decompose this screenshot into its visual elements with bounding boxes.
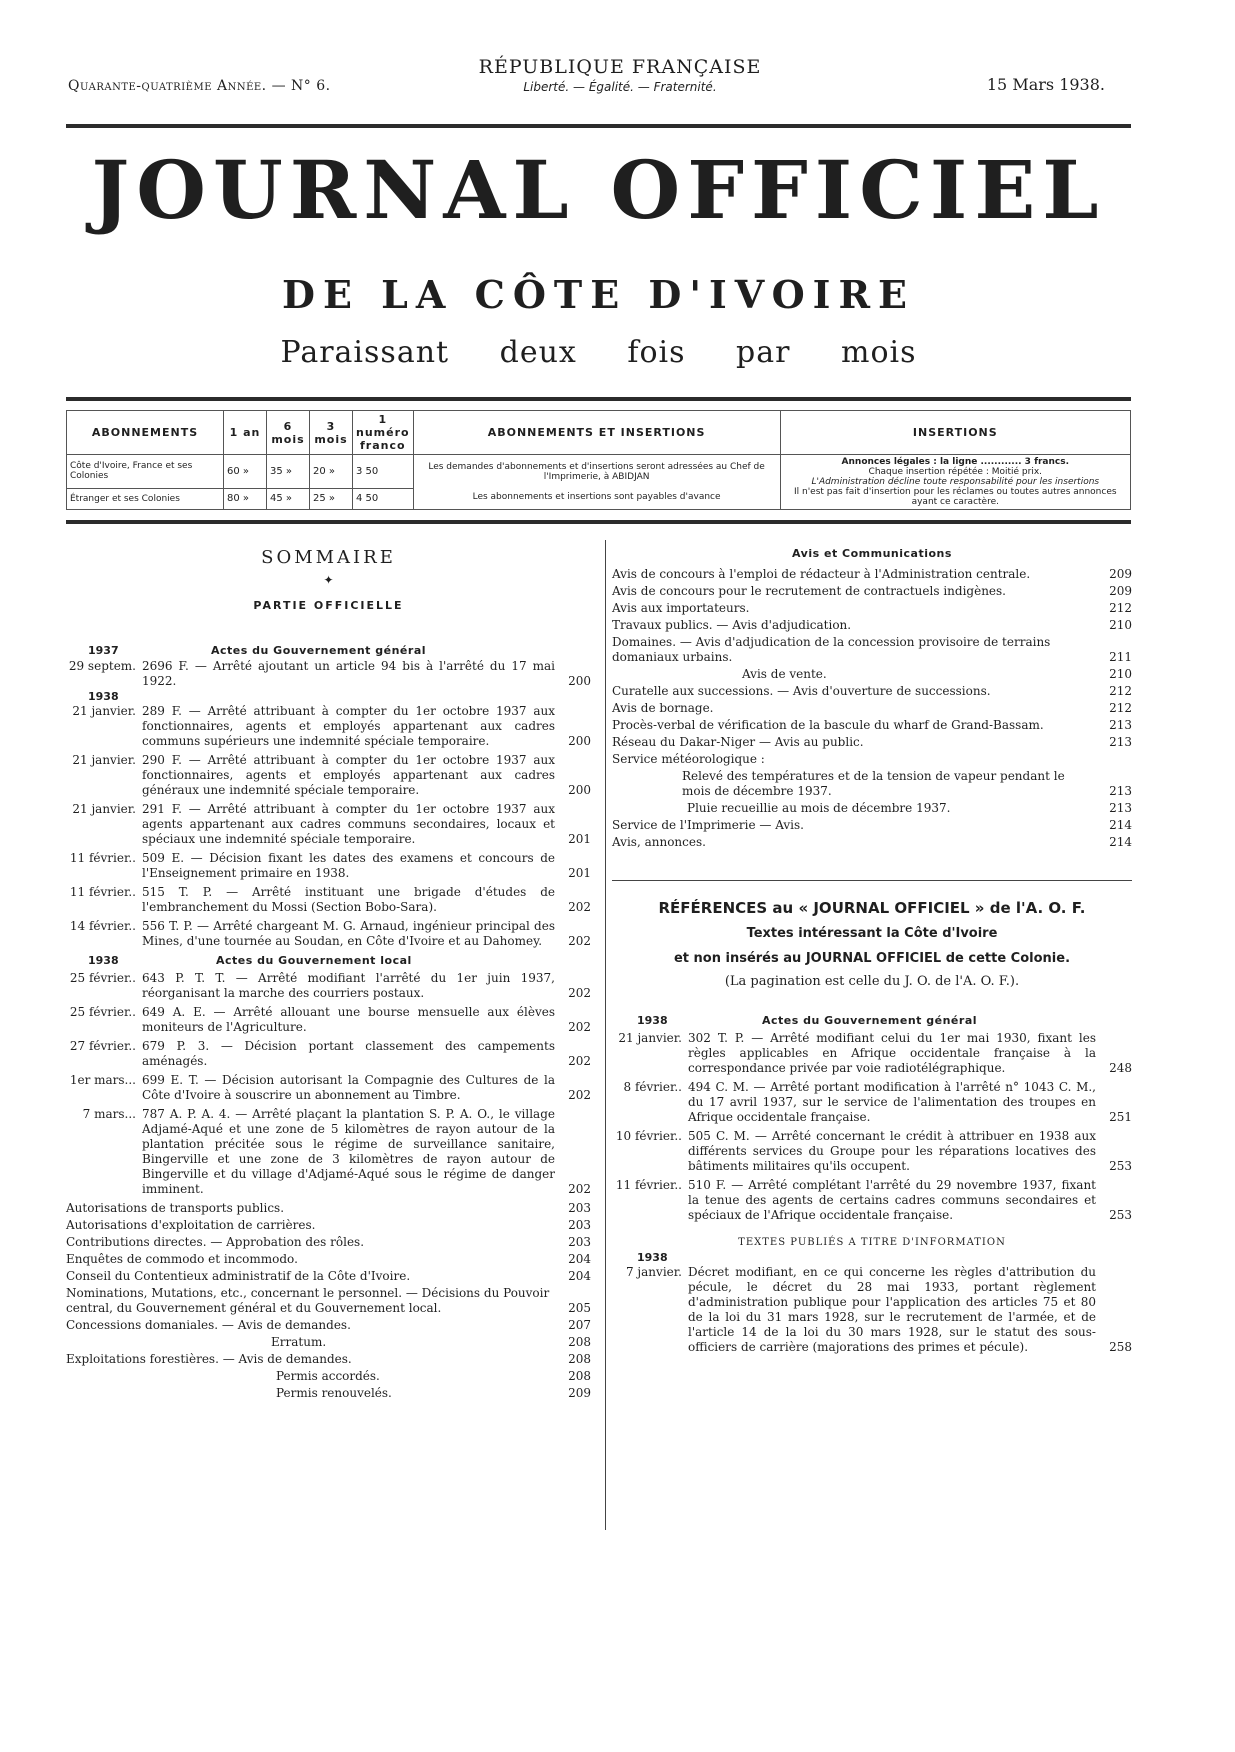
summary-line: Contributions directes. — Approbation des rôles. 203 <box>66 1235 591 1249</box>
avis-line: Avis de bornage. 212 <box>612 701 1132 715</box>
avis-line: Avis aux importateurs. 212 <box>612 601 1132 615</box>
entry: 25 février.. 649 A. E. — Arrêté allouant une bourse mensuelle aux élèves moniteurs de l'Agriculture. 202 <box>69 1005 591 1034</box>
devise: Liberté. — Égalité. — Fraternité. <box>523 80 717 94</box>
references-title: RÉFÉRENCES au « JOURNAL OFFICIEL » de l'A. O. F. <box>658 899 1086 917</box>
ref-entry: 21 janvier. 302 T. P. — Arrêté modifiant celui du 1er mai 1930, fixant les règles applicables en Afrique occidentale française à la correspondance privée par voie radiotélégraphique. 248 <box>618 1031 1132 1075</box>
avis-line: Réseau du Dakar-Niger — Avis au public. 213 <box>612 735 1132 749</box>
summary-line: Concessions domaniales. — Avis de demandes. 207 <box>66 1318 591 1332</box>
ins-line4: Il n'est pas fait d'insertion pour les réclames ou toutes autres annonces ayant ce caractère. <box>793 487 1117 507</box>
col-abon-ins: ABONNEMENTS ET INSERTIONS <box>413 411 780 455</box>
info-year-1938: 1938 <box>637 1251 668 1264</box>
col-abonnements: ABONNEMENTS <box>67 411 224 455</box>
republique: RÉPUBLIQUE FRANÇAISE <box>478 56 762 78</box>
journal-frequency: Paraissant deux fois par mois <box>280 335 917 370</box>
journal-title: JOURNAL OFFICIEL <box>91 143 1106 237</box>
summary-line: Nominations, Mutations, etc., concernant le personnel. — Décisions du Pouvoir central, du Gouvernement général et du Gouvernement local. 205 <box>66 1286 591 1315</box>
summary-line: Permis accordés. 208 <box>276 1369 591 1383</box>
ref-entry: 11 février.. 510 F. — Arrêté complétant l'arrêté du 29 novembre 1937, fixant la tenue des agents de certains cadres communs secondaires et spéciaux de l'Afrique occidentale française. 253 <box>615 1178 1132 1222</box>
ref-year-1938: 1938 <box>637 1014 668 1027</box>
top-rule <box>66 124 1131 128</box>
avis-line: Travaux publics. — Avis d'adjudication. 210 <box>612 618 1132 632</box>
republic-header <box>430 56 810 94</box>
entry: 11 février.. 515 T. P. — Arrêté instituant une brigade d'études de l'embranchement du Mossi (Section Bobo-Sara). 202 <box>69 885 591 914</box>
col-1an: 1 an <box>224 411 267 455</box>
ref-entry: 10 février.. 505 C. M. — Arrêté concernant le crédit à attribuer en 1938 aux différents services du Groupe pour les réparations locatives des bâtiments militaires qu'ils occupent. 253 <box>615 1129 1132 1173</box>
avis-column <box>612 546 1132 1359</box>
ref-section-gg-title: Actes du Gouvernement général <box>762 1014 978 1027</box>
table-rule <box>66 520 1131 524</box>
section-gl-title: Actes du Gouvernement local <box>216 954 412 967</box>
entry: 11 février.. 509 E. — Décision fixant les dates des examens et concours de l'Enseignement primaire en 1938. 201 <box>69 851 591 880</box>
summary-line: Erratum. 208 <box>271 1335 591 1349</box>
entry: 27 février.. 679 P. 3. — Décision portant classement des campements aménagés. 202 <box>69 1039 591 1068</box>
entry: 25 février.. 643 P. T. T. — Arrêté modifiant l'arrêté du 1er juin 1937, réorganisant la marche des courriers postaux. 202 <box>69 971 591 1000</box>
masthead-rule <box>66 397 1131 401</box>
row2-numero: 4 50 <box>353 488 414 509</box>
avis-line: Pluie recueillie au mois de décembre 1937. 213 <box>687 801 1132 815</box>
summary-line: Autorisations d'exploitation de carrières. 203 <box>66 1218 591 1232</box>
column-divider <box>605 540 606 1530</box>
year-1937: 1937 <box>88 644 119 657</box>
issue-date: 15 Mars 1938. <box>986 75 1105 94</box>
col-numero: 1 numéro franco <box>353 411 414 455</box>
references-sub2: et non insérés au JOURNAL OFFICIEL de cette Colonie. <box>673 951 1071 966</box>
avis-heading: Avis et Communications <box>792 547 952 560</box>
abon-ins-line1: Les demandes d'abonnements et d'insertions seront adressées au Chef de l'Imprimerie, à ABIDJAN <box>428 462 765 482</box>
abon-ins-text <box>413 455 780 510</box>
summary-line: Autorisations de transports publics. 203 <box>66 1201 591 1215</box>
section-gl <box>66 953 591 971</box>
textes-information: TEXTES PUBLIÉS A TITRE D'INFORMATION <box>738 1237 1006 1248</box>
entry: 14 février.. 556 T. P. — Arrêté chargeant M. G. Arnaud, ingénieur principal des Mines, d'une tournée au Soudan, en Côte d'Ivoire et au Dahomey. 202 <box>69 919 591 948</box>
row1-numero: 3 50 <box>353 455 414 489</box>
row1-3mois: 20 » <box>310 455 353 489</box>
entry: 7 mars... 787 A. P. A. 4. — Arrêté plaçant la plantation S. P. A. O., le village Adjamé-Aqué et une zone de 5 kilomètres de rayon autour de la plantation précitée sous le régime de surveillance sanitaire, Bingerville et une zone de 3 kilomètres de rayon autour de Bingerville et du village d'Adjamé-Aqué sous le régime de danger imminent. 202 <box>82 1107 591 1196</box>
abon-ins-line2: Les abonnements et insertions sont payables d'avance <box>472 492 721 502</box>
col-3mois: 3 mois <box>310 411 353 455</box>
avis-line: Curatelle aux successions. — Avis d'ouverture de successions. 212 <box>612 684 1132 698</box>
avis-line: Service de l'Imprimerie — Avis. 214 <box>612 818 1132 832</box>
section-gg <box>66 643 591 659</box>
sommaire-heading: SOMMAIRE <box>261 547 396 568</box>
ref-entry: 7 janvier. Décret modifiant, en ce qui concerne les règles d'attribution du pécule, le décret du 28 mai 1933, portant règlement d'administration publique pour l'application des articles 75 et 80 de la loi du 31 mars 1928, sur le recrutement de l'armée, et de l'article 14 de la loi du 30 mars 1928, sur le statut des sous-officiers de carrière (majorations des primes et pécule). 258 <box>625 1265 1132 1354</box>
avis-line: Avis de vente. 210 <box>742 667 1132 681</box>
avis-line: Avis de concours à l'emploi de rédacteur à l'Administration centrale. 209 <box>612 567 1132 581</box>
avis-line: Avis de concours pour le recrutement de contractuels indigènes. 209 <box>612 584 1132 598</box>
summary-line: Conseil du Contentieux administratif de la Côte d'Ivoire. 204 <box>66 1269 591 1283</box>
ins-line2: Chaque insertion répétée : Moitié prix. <box>868 467 1043 477</box>
subscriptions-table <box>66 410 1131 510</box>
year-1938-local: 1938 <box>88 954 119 967</box>
references-pagination: (La pagination est celle du J. O. de l'A. O. F.). <box>724 974 1020 989</box>
col-insertions: INSERTIONS <box>780 411 1130 455</box>
summary-line: Exploitations forestières. — Avis de demandes. 208 <box>66 1352 591 1366</box>
entry: 21 janvier. 289 F. — Arrêté attribuant à compter du 1er octobre 1937 aux fonctionnaires, agents et employés appartenant aux cadres communs supérieurs une indemnité spéciale temporaire. 200 <box>72 704 591 748</box>
avis-line: Relevé des températures et de la tension de vapeur pendant le mois de décembre 1937. 213 <box>682 769 1132 798</box>
avis-line: Domaines. — Avis d'adjudication de la concession provisoire de terrains domaniaux urbains. 211 <box>612 635 1132 664</box>
row2-3mois: 25 » <box>310 488 353 509</box>
entry: 1er mars... 699 E. T. — Décision autorisant la Compagnie des Cultures de la Côte d'Ivoire à souscrire un abonnement au Timbre. 202 <box>69 1073 591 1102</box>
sommaire-column <box>66 547 591 1403</box>
row1-6mois: 35 » <box>267 455 310 489</box>
ins-line3: L'Administration décline toute responsabilité pour les insertions <box>811 477 1100 487</box>
row1-1an: 60 » <box>224 455 267 489</box>
ref-entry: 8 février.. 494 C. M. — Arrêté portant modification à l'arrêté n° 1043 C. M., du 17 avril 1937, sur le service de l'alimentation des troupes en Afrique occidentale française. 251 <box>623 1080 1132 1124</box>
journal-subtitle: DE LA CÔTE D'IVOIRE <box>282 272 915 317</box>
avis-line: Procès-verbal de vérification de la bascule du wharf de Grand-Bassam. 213 <box>612 718 1132 732</box>
avis-line: Avis, annonces. 214 <box>612 835 1132 849</box>
year-1938: 1938 <box>88 690 119 703</box>
summary-line: Permis renouvelés. 209 <box>276 1386 591 1400</box>
ins-line1: Annonces légales : la ligne ............ 3 francs. <box>841 457 1070 467</box>
row2-label: Étranger et ses Colonies <box>67 488 224 509</box>
entry: 21 janvier. 290 F. — Arrêté attribuant à compter du 1er octobre 1937 aux fonctionnaires, agents et employés appartenant aux cadres généraux une indemnité spéciale temporaire. 200 <box>72 753 591 797</box>
ref-section-gg <box>612 1013 1132 1031</box>
insertions-text <box>780 455 1130 510</box>
issue-number: Quarante-quatrième Année. — N° 6. <box>68 78 331 94</box>
entry: 29 septem. 2696 F. — Arrêté ajoutant un article 94 bis à l'arrêté du 17 mai 1922. 200 <box>68 659 591 688</box>
diamond-ornament: ✦ <box>323 573 334 587</box>
section-gg-title: Actes du Gouvernement général <box>211 644 427 657</box>
row2-1an: 80 » <box>224 488 267 509</box>
row1-label: Côte d'Ivoire, France et ses Colonies <box>67 455 224 489</box>
col-6mois: 6 mois <box>267 411 310 455</box>
section-rule <box>612 880 1132 881</box>
row2-6mois: 45 » <box>267 488 310 509</box>
entry: 21 janvier. 291 F. — Arrêté attribuant à compter du 1er octobre 1937 aux agents appartenant aux cadres communs secondaires, locaux et spéciaux une indemnité spéciale temporaire. 201 <box>72 802 591 846</box>
avis-line: Service météorologique : <box>612 752 765 766</box>
references-sub1: Textes intéressant la Côte d'Ivoire <box>746 926 998 941</box>
partie-officielle: PARTIE OFFICIELLE <box>253 599 404 612</box>
summary-line: Enquêtes de commodo et incommodo. 204 <box>66 1252 591 1266</box>
